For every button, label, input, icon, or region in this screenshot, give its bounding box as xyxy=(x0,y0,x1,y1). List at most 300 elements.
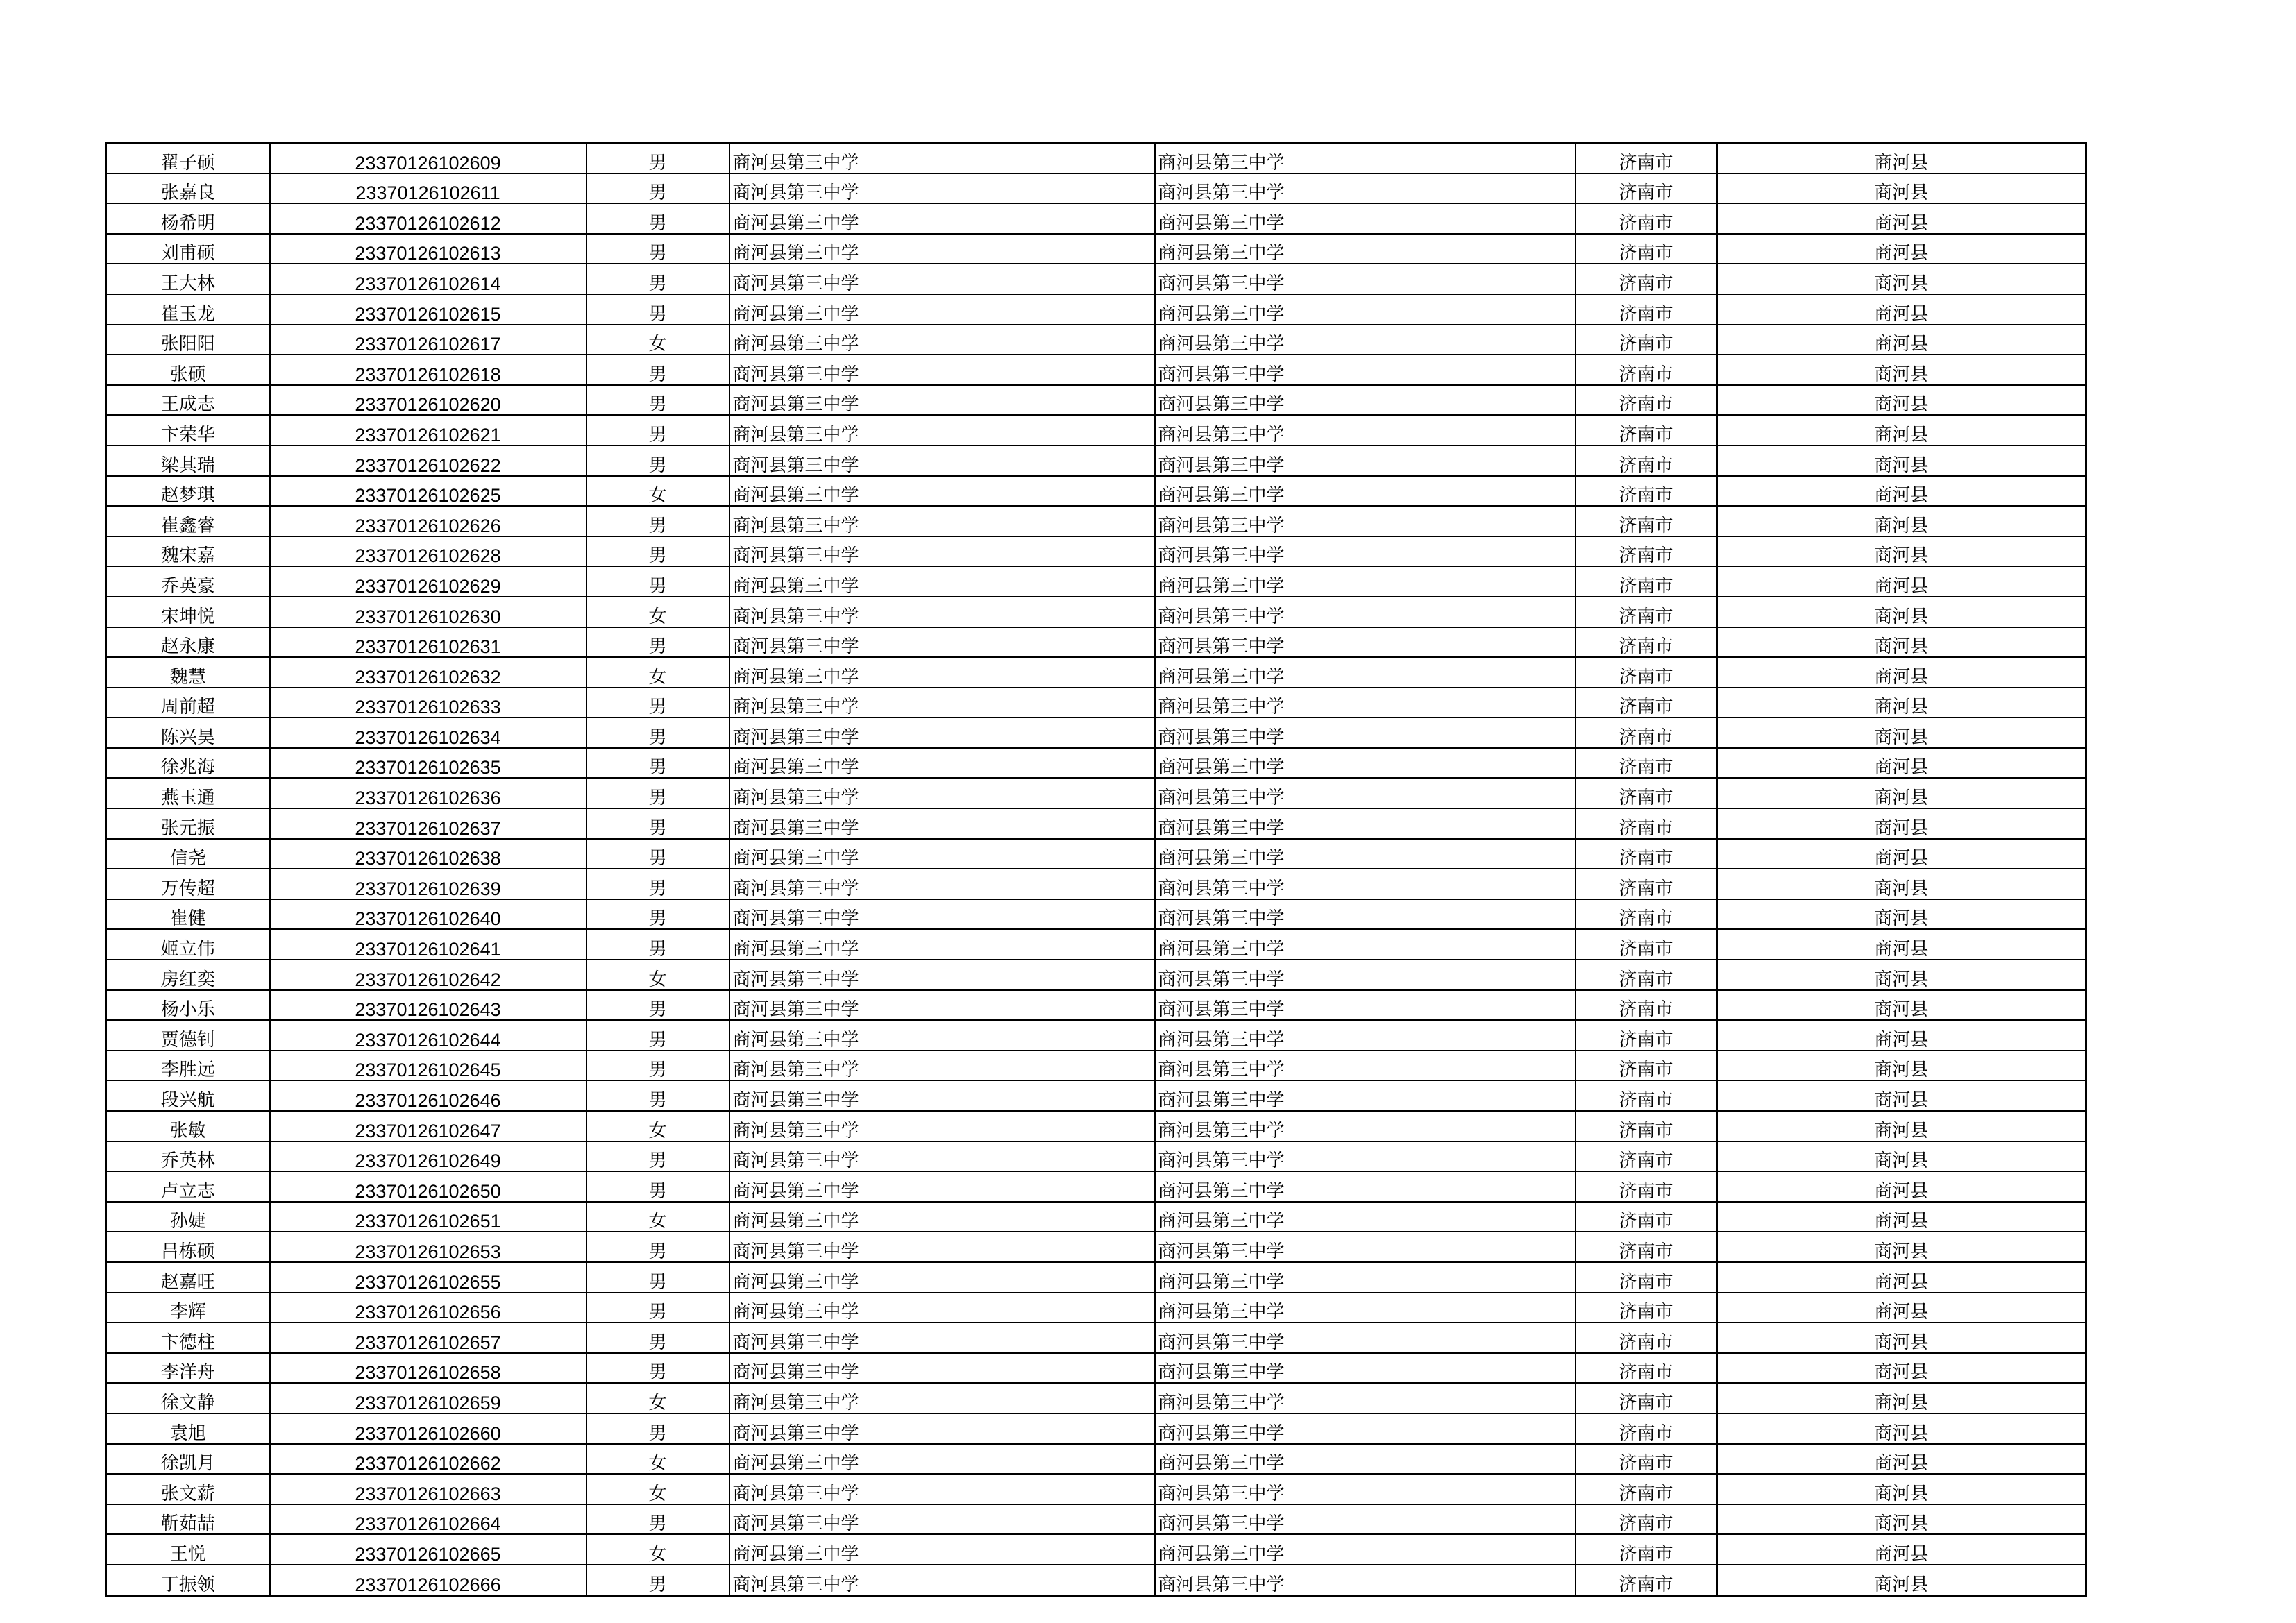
student-name-cell: 崔玉龙 xyxy=(106,294,270,325)
exam-id-cell: 23370126102620 xyxy=(270,385,586,416)
table-row xyxy=(106,808,2086,839)
gender-cell: 男 xyxy=(586,839,729,869)
student-name-cell: 王大林 xyxy=(106,264,270,294)
student-name-cell: 吕栋硕 xyxy=(106,1232,270,1262)
registered-school-cell: 商河县第三中学 xyxy=(1155,1051,1576,1081)
school-cell: 商河县第三中学 xyxy=(729,325,1155,355)
student-name-cell: 张阳阳 xyxy=(106,325,270,355)
table-row xyxy=(106,929,2086,960)
exam-id-cell: 23370126102642 xyxy=(270,960,586,990)
gender-cell: 女 xyxy=(586,1111,729,1141)
school-cell: 商河县第三中学 xyxy=(729,203,1155,234)
registered-school-cell: 商河县第三中学 xyxy=(1155,597,1576,627)
table-row xyxy=(106,1353,2086,1384)
table-row xyxy=(106,1413,2086,1444)
table-row xyxy=(106,1080,2086,1111)
table-row xyxy=(106,325,2086,355)
city-cell: 济南市 xyxy=(1576,1353,1717,1384)
exam-id-cell: 23370126102644 xyxy=(270,1020,586,1051)
registered-school-cell: 商河县第三中学 xyxy=(1155,1383,1576,1413)
school-cell: 商河县第三中学 xyxy=(729,808,1155,839)
gender-cell: 男 xyxy=(586,748,729,779)
exam-id-cell: 23370126102614 xyxy=(270,264,586,294)
exam-id-cell: 23370126102630 xyxy=(270,597,586,627)
school-cell: 商河县第三中学 xyxy=(729,445,1155,476)
student-name-cell: 张敏 xyxy=(106,1111,270,1141)
table-row xyxy=(106,1323,2086,1353)
exam-id-cell: 23370126102647 xyxy=(270,1111,586,1141)
exam-id-cell: 23370126102649 xyxy=(270,1141,586,1172)
registered-school-cell: 商河县第三中学 xyxy=(1155,506,1576,536)
city-cell: 济南市 xyxy=(1576,203,1717,234)
school-cell: 商河县第三中学 xyxy=(729,1202,1155,1232)
school-cell: 商河县第三中学 xyxy=(729,990,1155,1021)
city-cell: 济南市 xyxy=(1576,1051,1717,1081)
student-name-cell: 乔英林 xyxy=(106,1141,270,1172)
county-cell: 商河县 xyxy=(1717,1413,2086,1444)
student-name-cell: 杨小乐 xyxy=(106,990,270,1021)
table-row xyxy=(106,748,2086,779)
county-cell: 商河县 xyxy=(1717,1474,2086,1504)
registered-school-cell: 商河县第三中学 xyxy=(1155,688,1576,718)
exam-id-cell: 23370126102612 xyxy=(270,203,586,234)
registered-school-cell: 商河县第三中学 xyxy=(1155,1262,1576,1293)
gender-cell: 男 xyxy=(586,627,729,658)
city-cell: 济南市 xyxy=(1576,355,1717,385)
exam-id-cell: 23370126102655 xyxy=(270,1262,586,1293)
table-row xyxy=(106,415,2086,445)
registered-school-cell: 商河县第三中学 xyxy=(1155,869,1576,899)
gender-cell: 男 xyxy=(586,778,729,808)
gender-cell: 男 xyxy=(586,717,729,748)
gender-cell: 男 xyxy=(586,1565,729,1595)
table-row xyxy=(106,355,2086,385)
gender-cell: 女 xyxy=(586,325,729,355)
city-cell: 济南市 xyxy=(1576,1171,1717,1202)
gender-cell: 男 xyxy=(586,1413,729,1444)
student-name-cell: 崔鑫睿 xyxy=(106,506,270,536)
county-cell: 商河县 xyxy=(1717,1171,2086,1202)
gender-cell: 男 xyxy=(586,808,729,839)
exam-id-cell: 23370126102613 xyxy=(270,234,586,264)
registered-school-cell: 商河县第三中学 xyxy=(1155,143,1576,173)
city-cell: 济南市 xyxy=(1576,1383,1717,1413)
table-row xyxy=(106,173,2086,204)
student-name-cell: 李胜远 xyxy=(106,1051,270,1081)
county-cell: 商河县 xyxy=(1717,808,2086,839)
registered-school-cell: 商河县第三中学 xyxy=(1155,808,1576,839)
table-row xyxy=(106,264,2086,294)
gender-cell: 女 xyxy=(586,657,729,688)
registered-school-cell: 商河县第三中学 xyxy=(1155,445,1576,476)
exam-id-cell: 23370126102617 xyxy=(270,325,586,355)
school-cell: 商河县第三中学 xyxy=(729,1504,1155,1535)
table-row xyxy=(106,234,2086,264)
table-row xyxy=(106,1171,2086,1202)
student-name-cell: 张嘉良 xyxy=(106,173,270,204)
school-cell: 商河县第三中学 xyxy=(729,1474,1155,1504)
county-cell: 商河县 xyxy=(1717,385,2086,416)
school-cell: 商河县第三中学 xyxy=(729,1323,1155,1353)
county-cell: 商河县 xyxy=(1717,597,2086,627)
gender-cell: 男 xyxy=(586,1171,729,1202)
registered-school-cell: 商河县第三中学 xyxy=(1155,1232,1576,1262)
exam-id-cell: 23370126102640 xyxy=(270,899,586,930)
county-cell: 商河县 xyxy=(1717,264,2086,294)
registered-school-cell: 商河县第三中学 xyxy=(1155,415,1576,445)
gender-cell: 男 xyxy=(586,1353,729,1384)
school-cell: 商河县第三中学 xyxy=(729,1051,1155,1081)
school-cell: 商河县第三中学 xyxy=(729,839,1155,869)
county-cell: 商河县 xyxy=(1717,1293,2086,1323)
student-name-cell: 翟子硕 xyxy=(106,143,270,173)
school-cell: 商河县第三中学 xyxy=(729,1141,1155,1172)
school-cell: 商河县第三中学 xyxy=(729,1293,1155,1323)
city-cell: 济南市 xyxy=(1576,899,1717,930)
gender-cell: 男 xyxy=(586,869,729,899)
gender-cell: 男 xyxy=(586,173,729,204)
registered-school-cell: 商河县第三中学 xyxy=(1155,657,1576,688)
student-name-cell: 赵永康 xyxy=(106,627,270,658)
table-row xyxy=(106,1051,2086,1081)
student-name-cell: 张文薪 xyxy=(106,1474,270,1504)
student-name-cell: 陈兴昊 xyxy=(106,717,270,748)
school-cell: 商河县第三中学 xyxy=(729,294,1155,325)
school-cell: 商河县第三中学 xyxy=(729,506,1155,536)
exam-id-cell: 23370126102634 xyxy=(270,717,586,748)
county-cell: 商河县 xyxy=(1717,1444,2086,1475)
student-name-cell: 张硕 xyxy=(106,355,270,385)
registered-school-cell: 商河县第三中学 xyxy=(1155,325,1576,355)
city-cell: 济南市 xyxy=(1576,506,1717,536)
table-row xyxy=(106,597,2086,627)
table-row xyxy=(106,506,2086,536)
table-row xyxy=(106,1141,2086,1172)
student-name-cell: 魏宋嘉 xyxy=(106,536,270,567)
gender-cell: 男 xyxy=(586,203,729,234)
gender-cell: 男 xyxy=(586,1504,729,1535)
gender-cell: 女 xyxy=(586,597,729,627)
student-name-cell: 房红奕 xyxy=(106,960,270,990)
student-name-cell: 宋坤悦 xyxy=(106,597,270,627)
registered-school-cell: 商河县第三中学 xyxy=(1155,1474,1576,1504)
school-cell: 商河县第三中学 xyxy=(729,143,1155,173)
exam-id-cell: 23370126102657 xyxy=(270,1323,586,1353)
table-row xyxy=(106,960,2086,990)
school-cell: 商河县第三中学 xyxy=(729,1232,1155,1262)
school-cell: 商河县第三中学 xyxy=(729,264,1155,294)
registered-school-cell: 商河县第三中学 xyxy=(1155,385,1576,416)
county-cell: 商河县 xyxy=(1717,1262,2086,1293)
city-cell: 济南市 xyxy=(1576,143,1717,173)
gender-cell: 男 xyxy=(586,1051,729,1081)
county-cell: 商河县 xyxy=(1717,778,2086,808)
city-cell: 济南市 xyxy=(1576,294,1717,325)
county-cell: 商河县 xyxy=(1717,1504,2086,1535)
student-name-cell: 乔英豪 xyxy=(106,566,270,597)
city-cell: 济南市 xyxy=(1576,597,1717,627)
exam-id-cell: 23370126102638 xyxy=(270,839,586,869)
city-cell: 济南市 xyxy=(1576,1262,1717,1293)
city-cell: 济南市 xyxy=(1576,325,1717,355)
student-name-cell: 信尧 xyxy=(106,839,270,869)
school-cell: 商河县第三中学 xyxy=(729,1111,1155,1141)
school-cell: 商河县第三中学 xyxy=(729,1080,1155,1111)
gender-cell: 男 xyxy=(586,415,729,445)
registered-school-cell: 商河县第三中学 xyxy=(1155,1080,1576,1111)
registered-school-cell: 商河县第三中学 xyxy=(1155,929,1576,960)
table-row xyxy=(106,839,2086,869)
student-name-cell: 王成志 xyxy=(106,385,270,416)
county-cell: 商河县 xyxy=(1717,294,2086,325)
table-row xyxy=(106,143,2086,173)
registered-school-cell: 商河县第三中学 xyxy=(1155,960,1576,990)
table-row xyxy=(106,1504,2086,1535)
gender-cell: 男 xyxy=(586,294,729,325)
school-cell: 商河县第三中学 xyxy=(729,234,1155,264)
table-row xyxy=(106,717,2086,748)
roster-body xyxy=(106,143,2086,1596)
gender-cell: 男 xyxy=(586,1293,729,1323)
gender-cell: 男 xyxy=(586,385,729,416)
gender-cell: 男 xyxy=(586,445,729,476)
school-cell: 商河县第三中学 xyxy=(729,717,1155,748)
table-row xyxy=(106,476,2086,507)
city-cell: 济南市 xyxy=(1576,717,1717,748)
gender-cell: 女 xyxy=(586,1383,729,1413)
school-cell: 商河县第三中学 xyxy=(729,869,1155,899)
student-name-cell: 姬立伟 xyxy=(106,929,270,960)
student-name-cell: 燕玉通 xyxy=(106,778,270,808)
student-name-cell: 靳茹喆 xyxy=(106,1504,270,1535)
city-cell: 济南市 xyxy=(1576,1534,1717,1565)
exam-id-cell: 23370126102660 xyxy=(270,1413,586,1444)
county-cell: 商河县 xyxy=(1717,173,2086,204)
table-row xyxy=(106,627,2086,658)
city-cell: 济南市 xyxy=(1576,960,1717,990)
registered-school-cell: 商河县第三中学 xyxy=(1155,1020,1576,1051)
gender-cell: 男 xyxy=(586,1323,729,1353)
table-row xyxy=(106,688,2086,718)
table-row xyxy=(106,536,2086,567)
student-name-cell: 袁旭 xyxy=(106,1413,270,1444)
school-cell: 商河县第三中学 xyxy=(729,1565,1155,1595)
gender-cell: 男 xyxy=(586,143,729,173)
school-cell: 商河县第三中学 xyxy=(729,597,1155,627)
city-cell: 济南市 xyxy=(1576,1323,1717,1353)
county-cell: 商河县 xyxy=(1717,1141,2086,1172)
county-cell: 商河县 xyxy=(1717,476,2086,507)
registered-school-cell: 商河县第三中学 xyxy=(1155,1565,1576,1595)
county-cell: 商河县 xyxy=(1717,143,2086,173)
city-cell: 济南市 xyxy=(1576,566,1717,597)
exam-id-cell: 23370126102629 xyxy=(270,566,586,597)
table-row xyxy=(106,203,2086,234)
county-cell: 商河县 xyxy=(1717,203,2086,234)
city-cell: 济南市 xyxy=(1576,1413,1717,1444)
city-cell: 济南市 xyxy=(1576,1504,1717,1535)
table-row xyxy=(106,657,2086,688)
school-cell: 商河县第三中学 xyxy=(729,778,1155,808)
city-cell: 济南市 xyxy=(1576,173,1717,204)
gender-cell: 女 xyxy=(586,476,729,507)
school-cell: 商河县第三中学 xyxy=(729,566,1155,597)
student-name-cell: 丁振领 xyxy=(106,1565,270,1595)
county-cell: 商河县 xyxy=(1717,1232,2086,1262)
county-cell: 商河县 xyxy=(1717,899,2086,930)
city-cell: 济南市 xyxy=(1576,1020,1717,1051)
county-cell: 商河县 xyxy=(1717,1353,2086,1384)
table-row xyxy=(106,1020,2086,1051)
student-name-cell: 王悦 xyxy=(106,1534,270,1565)
school-cell: 商河县第三中学 xyxy=(729,1444,1155,1475)
county-cell: 商河县 xyxy=(1717,506,2086,536)
exam-id-cell: 23370126102618 xyxy=(270,355,586,385)
registered-school-cell: 商河县第三中学 xyxy=(1155,1202,1576,1232)
table-row xyxy=(106,1293,2086,1323)
exam-id-cell: 23370126102609 xyxy=(270,143,586,173)
exam-id-cell: 23370126102621 xyxy=(270,415,586,445)
exam-id-cell: 23370126102632 xyxy=(270,657,586,688)
gender-cell: 男 xyxy=(586,1141,729,1172)
school-cell: 商河县第三中学 xyxy=(729,899,1155,930)
registered-school-cell: 商河县第三中学 xyxy=(1155,1444,1576,1475)
student-name-cell: 李洋舟 xyxy=(106,1353,270,1384)
registered-school-cell: 商河县第三中学 xyxy=(1155,173,1576,204)
registered-school-cell: 商河县第三中学 xyxy=(1155,566,1576,597)
table-row xyxy=(106,1262,2086,1293)
county-cell: 商河县 xyxy=(1717,234,2086,264)
city-cell: 济南市 xyxy=(1576,1111,1717,1141)
county-cell: 商河县 xyxy=(1717,688,2086,718)
exam-id-cell: 23370126102666 xyxy=(270,1565,586,1595)
student-name-cell: 周前超 xyxy=(106,688,270,718)
exam-id-cell: 23370126102622 xyxy=(270,445,586,476)
county-cell: 商河县 xyxy=(1717,627,2086,658)
student-name-cell: 梁其瑞 xyxy=(106,445,270,476)
gender-cell: 男 xyxy=(586,264,729,294)
county-cell: 商河县 xyxy=(1717,960,2086,990)
registered-school-cell: 商河县第三中学 xyxy=(1155,839,1576,869)
county-cell: 商河县 xyxy=(1717,869,2086,899)
school-cell: 商河县第三中学 xyxy=(729,627,1155,658)
registered-school-cell: 商河县第三中学 xyxy=(1155,203,1576,234)
registered-school-cell: 商河县第三中学 xyxy=(1155,234,1576,264)
school-cell: 商河县第三中学 xyxy=(729,1383,1155,1413)
exam-id-cell: 23370126102663 xyxy=(270,1474,586,1504)
county-cell: 商河县 xyxy=(1717,657,2086,688)
exam-id-cell: 23370126102639 xyxy=(270,869,586,899)
school-cell: 商河县第三中学 xyxy=(729,1353,1155,1384)
registered-school-cell: 商河县第三中学 xyxy=(1155,264,1576,294)
city-cell: 济南市 xyxy=(1576,929,1717,960)
school-cell: 商河县第三中学 xyxy=(729,960,1155,990)
exam-id-cell: 23370126102658 xyxy=(270,1353,586,1384)
school-cell: 商河县第三中学 xyxy=(729,1171,1155,1202)
city-cell: 济南市 xyxy=(1576,1293,1717,1323)
city-cell: 济南市 xyxy=(1576,385,1717,416)
gender-cell: 男 xyxy=(586,536,729,567)
student-name-cell: 万传超 xyxy=(106,869,270,899)
table-row xyxy=(106,778,2086,808)
table-row xyxy=(106,385,2086,416)
student-name-cell: 赵梦琪 xyxy=(106,476,270,507)
county-cell: 商河县 xyxy=(1717,1020,2086,1051)
exam-id-cell: 23370126102635 xyxy=(270,748,586,779)
county-cell: 商河县 xyxy=(1717,1383,2086,1413)
exam-id-cell: 23370126102633 xyxy=(270,688,586,718)
city-cell: 济南市 xyxy=(1576,536,1717,567)
table-row xyxy=(106,566,2086,597)
county-cell: 商河县 xyxy=(1717,445,2086,476)
gender-cell: 男 xyxy=(586,1020,729,1051)
school-cell: 商河县第三中学 xyxy=(729,476,1155,507)
student-name-cell: 张元振 xyxy=(106,808,270,839)
registered-school-cell: 商河县第三中学 xyxy=(1155,1534,1576,1565)
table-row xyxy=(106,1474,2086,1504)
school-cell: 商河县第三中学 xyxy=(729,1020,1155,1051)
gender-cell: 男 xyxy=(586,355,729,385)
registered-school-cell: 商河县第三中学 xyxy=(1155,899,1576,930)
student-name-cell: 卞荣华 xyxy=(106,415,270,445)
city-cell: 济南市 xyxy=(1576,476,1717,507)
exam-id-cell: 23370126102611 xyxy=(270,173,586,204)
table-row xyxy=(106,1232,2086,1262)
gender-cell: 女 xyxy=(586,1202,729,1232)
city-cell: 济南市 xyxy=(1576,264,1717,294)
city-cell: 济南市 xyxy=(1576,1474,1717,1504)
county-cell: 商河县 xyxy=(1717,325,2086,355)
county-cell: 商河县 xyxy=(1717,1051,2086,1081)
student-name-cell: 魏慧 xyxy=(106,657,270,688)
city-cell: 济南市 xyxy=(1576,1565,1717,1595)
exam-id-cell: 23370126102628 xyxy=(270,536,586,567)
city-cell: 济南市 xyxy=(1576,1080,1717,1111)
exam-id-cell: 23370126102653 xyxy=(270,1232,586,1262)
city-cell: 济南市 xyxy=(1576,415,1717,445)
student-name-cell: 卞德柱 xyxy=(106,1323,270,1353)
county-cell: 商河县 xyxy=(1717,566,2086,597)
gender-cell: 女 xyxy=(586,1534,729,1565)
registered-school-cell: 商河县第三中学 xyxy=(1155,1504,1576,1535)
gender-cell: 女 xyxy=(586,960,729,990)
table-row xyxy=(106,990,2086,1021)
student-name-cell: 徐兆海 xyxy=(106,748,270,779)
registered-school-cell: 商河县第三中学 xyxy=(1155,355,1576,385)
city-cell: 济南市 xyxy=(1576,1141,1717,1172)
student-name-cell: 贾德钊 xyxy=(106,1020,270,1051)
student-name-cell: 赵嘉旺 xyxy=(106,1262,270,1293)
school-cell: 商河县第三中学 xyxy=(729,1534,1155,1565)
city-cell: 济南市 xyxy=(1576,748,1717,779)
county-cell: 商河县 xyxy=(1717,1323,2086,1353)
exam-id-cell: 23370126102656 xyxy=(270,1293,586,1323)
county-cell: 商河县 xyxy=(1717,748,2086,779)
county-cell: 商河县 xyxy=(1717,415,2086,445)
student-name-cell: 卢立志 xyxy=(106,1171,270,1202)
table-row xyxy=(106,899,2086,930)
exam-id-cell: 23370126102626 xyxy=(270,506,586,536)
gender-cell: 男 xyxy=(586,1232,729,1262)
exam-id-cell: 23370126102651 xyxy=(270,1202,586,1232)
city-cell: 济南市 xyxy=(1576,688,1717,718)
table-row xyxy=(106,1202,2086,1232)
table-row xyxy=(106,445,2086,476)
exam-id-cell: 23370126102615 xyxy=(270,294,586,325)
city-cell: 济南市 xyxy=(1576,1232,1717,1262)
registered-school-cell: 商河县第三中学 xyxy=(1155,1413,1576,1444)
student-name-cell: 徐凯月 xyxy=(106,1444,270,1475)
